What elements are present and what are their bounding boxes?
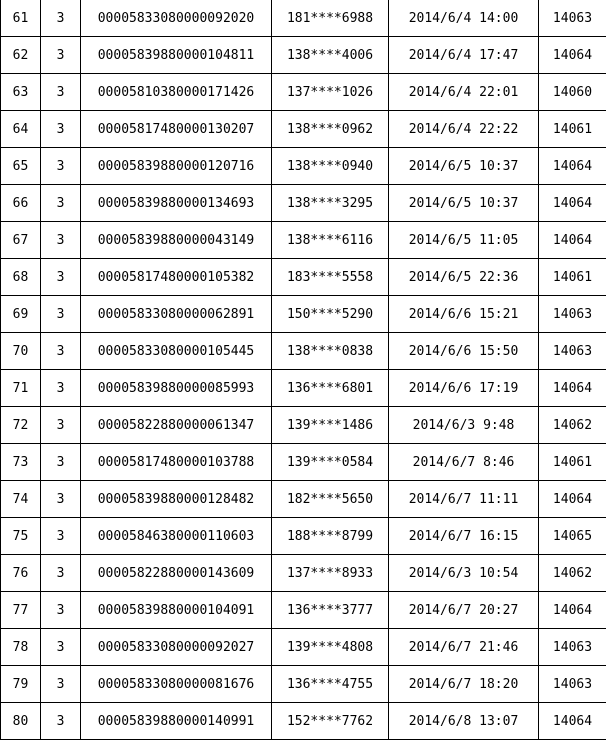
datetime-cell: 2014/6/5 10:37 (389, 148, 539, 185)
type-cell: 3 (41, 185, 81, 222)
record-id-cell: 00005839880000043149 (81, 222, 272, 259)
type-cell: 3 (41, 333, 81, 370)
record-id-cell: 00005822880000061347 (81, 407, 272, 444)
row-number-cell: 78 (1, 629, 41, 666)
record-id-cell: 00005817480000130207 (81, 111, 272, 148)
type-cell: 3 (41, 222, 81, 259)
records-table-body (1, 0, 606, 740)
row-number-cell: 66 (1, 185, 41, 222)
table-row (1, 407, 606, 444)
row-number-cell: 68 (1, 259, 41, 296)
table-row (1, 629, 606, 666)
code-cell: 14062 (539, 407, 606, 444)
phone-cell: 150****5290 (272, 296, 389, 333)
code-cell: 14064 (539, 370, 606, 407)
type-cell: 3 (41, 703, 81, 740)
phone-cell: 181****6988 (272, 0, 389, 37)
code-cell: 14064 (539, 37, 606, 74)
datetime-cell: 2014/6/4 17:47 (389, 37, 539, 74)
phone-cell: 139****0584 (272, 444, 389, 481)
type-cell: 3 (41, 0, 81, 37)
phone-cell: 182****5650 (272, 481, 389, 518)
record-id-cell: 00005833080000092027 (81, 629, 272, 666)
record-id-cell: 00005817480000105382 (81, 259, 272, 296)
table-row (1, 296, 606, 333)
record-id-cell: 00005839880000120716 (81, 148, 272, 185)
row-number-cell: 74 (1, 481, 41, 518)
type-cell: 3 (41, 407, 81, 444)
phone-cell: 136****3777 (272, 592, 389, 629)
row-number-cell: 64 (1, 111, 41, 148)
record-id-cell: 00005810380000171426 (81, 74, 272, 111)
record-id-cell: 00005839880000128482 (81, 481, 272, 518)
table-row (1, 148, 606, 185)
table-row (1, 333, 606, 370)
phone-cell: 138****4006 (272, 37, 389, 74)
row-number-cell: 69 (1, 296, 41, 333)
table-row (1, 703, 606, 740)
phone-cell: 136****4755 (272, 666, 389, 703)
type-cell: 3 (41, 518, 81, 555)
table-row (1, 111, 606, 148)
datetime-cell: 2014/6/8 13:07 (389, 703, 539, 740)
record-id-cell: 00005833080000062891 (81, 296, 272, 333)
phone-cell: 138****0838 (272, 333, 389, 370)
code-cell: 14063 (539, 629, 606, 666)
record-id-cell: 00005839880000085993 (81, 370, 272, 407)
table-row (1, 592, 606, 629)
row-number-cell: 75 (1, 518, 41, 555)
datetime-cell: 2014/6/5 11:05 (389, 222, 539, 259)
datetime-cell: 2014/6/3 9:48 (389, 407, 539, 444)
code-cell: 14063 (539, 333, 606, 370)
type-cell: 3 (41, 74, 81, 111)
phone-cell: 139****1486 (272, 407, 389, 444)
code-cell: 14063 (539, 0, 606, 37)
datetime-cell: 2014/6/4 22:01 (389, 74, 539, 111)
row-number-cell: 67 (1, 222, 41, 259)
table-row (1, 370, 606, 407)
type-cell: 3 (41, 555, 81, 592)
table-row (1, 74, 606, 111)
datetime-cell: 2014/6/7 16:15 (389, 518, 539, 555)
record-id-cell: 00005822880000143609 (81, 555, 272, 592)
type-cell: 3 (41, 111, 81, 148)
datetime-cell: 2014/6/3 10:54 (389, 555, 539, 592)
phone-cell: 137****8933 (272, 555, 389, 592)
phone-cell: 138****0940 (272, 148, 389, 185)
table-row (1, 185, 606, 222)
code-cell: 14065 (539, 518, 606, 555)
table-row (1, 37, 606, 74)
datetime-cell: 2014/6/7 11:11 (389, 481, 539, 518)
row-number-cell: 73 (1, 444, 41, 481)
datetime-cell: 2014/6/6 17:19 (389, 370, 539, 407)
datetime-cell: 2014/6/7 20:27 (389, 592, 539, 629)
row-number-cell: 79 (1, 666, 41, 703)
phone-cell: 137****1026 (272, 74, 389, 111)
table-row (1, 518, 606, 555)
phone-cell: 138****0962 (272, 111, 389, 148)
record-id-cell: 00005839880000104091 (81, 592, 272, 629)
row-number-cell: 72 (1, 407, 41, 444)
code-cell: 14064 (539, 185, 606, 222)
phone-cell: 136****6801 (272, 370, 389, 407)
phone-cell: 139****4808 (272, 629, 389, 666)
code-cell: 14060 (539, 74, 606, 111)
code-cell: 14061 (539, 444, 606, 481)
row-number-cell: 70 (1, 333, 41, 370)
datetime-cell: 2014/6/4 22:22 (389, 111, 539, 148)
datetime-cell: 2014/6/6 15:50 (389, 333, 539, 370)
code-cell: 14062 (539, 555, 606, 592)
table-row (1, 222, 606, 259)
row-number-cell: 76 (1, 555, 41, 592)
datetime-cell: 2014/6/7 18:20 (389, 666, 539, 703)
datetime-cell: 2014/6/7 8:46 (389, 444, 539, 481)
code-cell: 14063 (539, 666, 606, 703)
table-row (1, 481, 606, 518)
row-number-cell: 77 (1, 592, 41, 629)
row-number-cell: 63 (1, 74, 41, 111)
type-cell: 3 (41, 444, 81, 481)
type-cell: 3 (41, 629, 81, 666)
datetime-cell: 2014/6/5 10:37 (389, 185, 539, 222)
row-number-cell: 80 (1, 703, 41, 740)
type-cell: 3 (41, 370, 81, 407)
row-number-cell: 61 (1, 0, 41, 37)
type-cell: 3 (41, 148, 81, 185)
datetime-cell: 2014/6/6 15:21 (389, 296, 539, 333)
record-id-cell: 00005833080000092020 (81, 0, 272, 37)
type-cell: 3 (41, 666, 81, 703)
phone-cell: 138****3295 (272, 185, 389, 222)
row-number-cell: 71 (1, 370, 41, 407)
code-cell: 14061 (539, 111, 606, 148)
record-id-cell: 00005817480000103788 (81, 444, 272, 481)
table-row (1, 666, 606, 703)
code-cell: 14061 (539, 259, 606, 296)
type-cell: 3 (41, 481, 81, 518)
table-row (1, 444, 606, 481)
record-id-cell: 00005833080000081676 (81, 666, 272, 703)
datetime-cell: 2014/6/4 14:00 (389, 0, 539, 37)
table-row (1, 259, 606, 296)
type-cell: 3 (41, 296, 81, 333)
phone-cell: 183****5558 (272, 259, 389, 296)
record-id-cell: 00005839880000104811 (81, 37, 272, 74)
record-id-cell: 00005846380000110603 (81, 518, 272, 555)
row-number-cell: 65 (1, 148, 41, 185)
type-cell: 3 (41, 592, 81, 629)
code-cell: 14064 (539, 703, 606, 740)
row-number-cell: 62 (1, 37, 41, 74)
code-cell: 14064 (539, 222, 606, 259)
code-cell: 14064 (539, 592, 606, 629)
type-cell: 3 (41, 37, 81, 74)
phone-cell: 188****8799 (272, 518, 389, 555)
datetime-cell: 2014/6/5 22:36 (389, 259, 539, 296)
table-row (1, 0, 606, 37)
datetime-cell: 2014/6/7 21:46 (389, 629, 539, 666)
code-cell: 14064 (539, 481, 606, 518)
record-id-cell: 00005833080000105445 (81, 333, 272, 370)
record-id-cell: 00005839880000134693 (81, 185, 272, 222)
phone-cell: 138****6116 (272, 222, 389, 259)
code-cell: 14064 (539, 148, 606, 185)
table-row (1, 555, 606, 592)
type-cell: 3 (41, 259, 81, 296)
code-cell: 14063 (539, 296, 606, 333)
record-id-cell: 00005839880000140991 (81, 703, 272, 740)
phone-cell: 152****7762 (272, 703, 389, 740)
